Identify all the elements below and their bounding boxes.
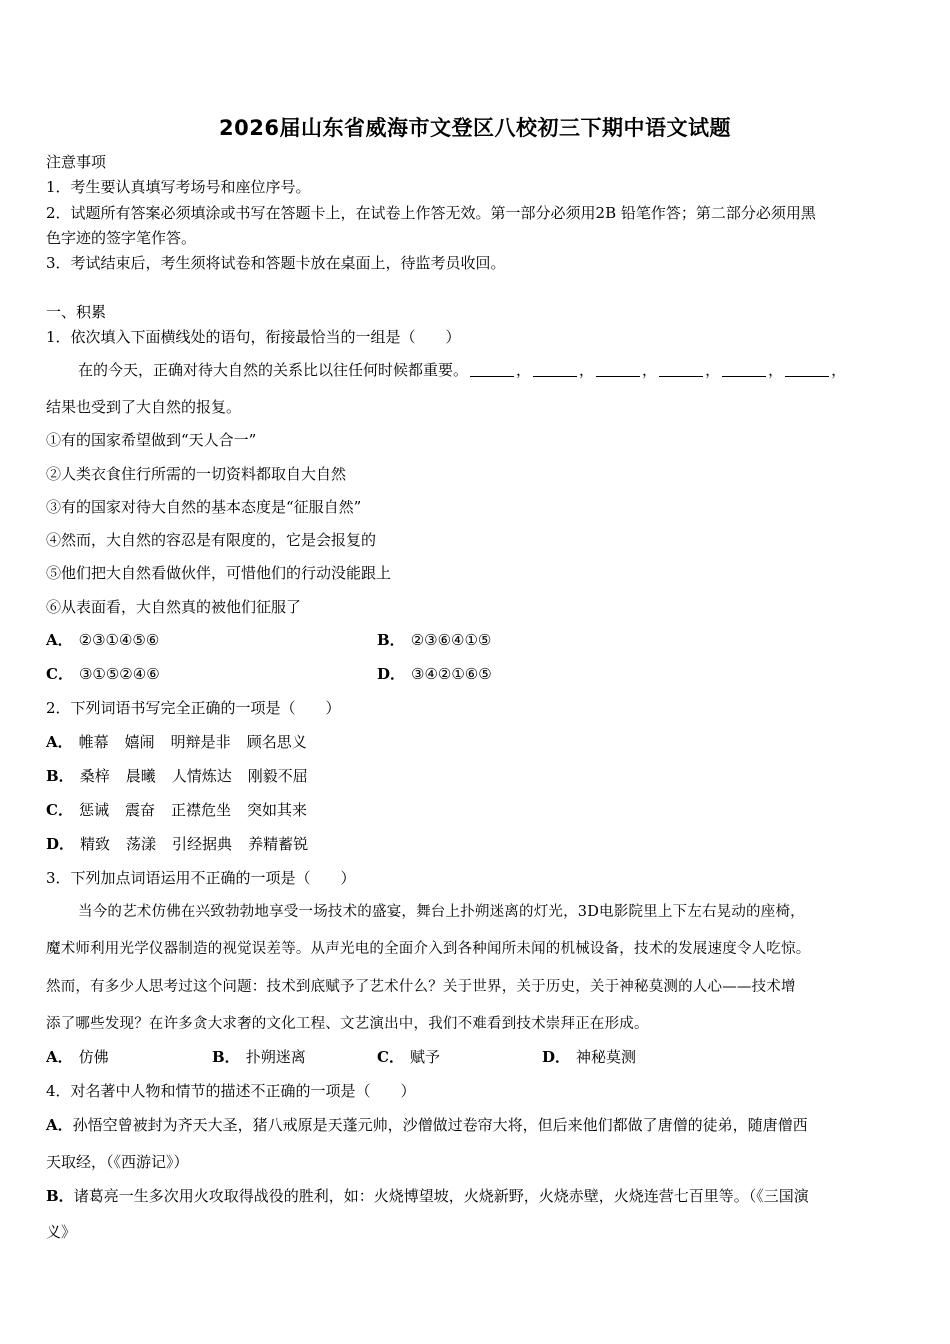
sentence-6: ⑥从表面看，大自然真的被他们征服了	[46, 598, 302, 616]
blank-5[interactable]	[722, 362, 766, 377]
q3-passage-line-1: 当今的艺术仿佛在兴致勃勃地享受一场技术的盛宴，舞台上扑朔迷离的灯光，3D电影院里上下左右晃动的座椅，	[78, 904, 805, 920]
notice-item-1: 1．考生要认真填写考场号和座位序号。	[46, 178, 311, 196]
q3-passage-line-3: 然而，有多少人思考过这个问题：技术到底赋予了艺术什么？关于世界，关于历史，关于神秘莫测的人心——技术增	[46, 979, 796, 995]
question-1-stem	[46, 327, 461, 347]
sentence-5: ⑤他们把大自然看做伙伴，可惜他们的行动没能跟上	[46, 564, 392, 582]
q3-option-c[interactable]: C． 赋予	[377, 1048, 440, 1066]
q1-option-c[interactable]: C． ③①⑤②④⑥	[46, 665, 160, 683]
blank-3[interactable]	[596, 362, 640, 377]
q1-option-b[interactable]: B． ②③⑥④①⑤	[377, 631, 492, 649]
sentence-3: ③有的国家对待大自然的基本态度是“征服自然”	[46, 498, 362, 516]
q2-option-c[interactable]: C． 惩诫 震奋 正襟危坐 突如其来	[46, 801, 308, 819]
q1-option-a[interactable]: A． ②③①④⑤⑥	[46, 631, 160, 649]
sentence-1: ①有的国家希望做到“天人合一”	[46, 431, 257, 449]
question-text: 依次填入下面横线处的语句，衔接最恰当的一组是（ ）	[70, 328, 461, 346]
sentence-2: ②人类衣食住行所需的一切资料都取自大自然	[46, 465, 347, 483]
q4-option-b[interactable]: B．诸葛亮一生多次用火攻取得战役的胜利，如：火烧博望坡，火烧新野，火烧赤壁，火烧连营七百里等。（《三国演	[46, 1187, 809, 1205]
blank-1[interactable]	[470, 362, 514, 377]
notice-item-2-cont: 色字迹的签字笔作答。	[46, 229, 197, 247]
q2-option-d[interactable]: D． 精致 荡漾 引经据典 养精蓄锐	[46, 835, 309, 853]
blank-6[interactable]	[785, 362, 829, 377]
notice-item-3: 3．考试结束后，考生须将试卷和答题卡放在桌面上，待监考员收回。	[46, 254, 506, 272]
question-1-passage-end: 结果也受到了大自然的报复。	[46, 398, 242, 416]
q1-option-d[interactable]: D． ③④②①⑥⑤	[377, 665, 492, 683]
blank-4[interactable]	[659, 362, 703, 377]
blank-2[interactable]	[533, 362, 577, 377]
q2-option-b[interactable]: B． 桑梓 晨曦 人情炼达 刚毅不屈	[46, 767, 308, 785]
question-2-stem: 2．下列词语书写完全正确的一项是（ ）	[46, 699, 341, 717]
q4-option-b-cont: 义》	[46, 1223, 77, 1241]
question-number: 1．	[46, 328, 71, 346]
q3-option-d[interactable]: D． 神秘莫测	[542, 1048, 637, 1066]
q2-option-a[interactable]: A． 帷幕 嬉闹 明辩是非 顾名思义	[46, 733, 307, 751]
q3-option-a[interactable]: A． 仿佛	[46, 1048, 109, 1066]
section-heading: 一、积累	[46, 303, 107, 321]
q3-passage-line-2: 魔术师利用光学仪器制造的视觉误差等。从声光电的全面介入到各种闻所未闻的机械设备，技术的发展速度令人吃惊。	[46, 941, 811, 957]
question-3-stem: 3．下列加点词语运用不正确的一项是（ ）	[46, 869, 356, 887]
q3-option-b[interactable]: B． 扑朔迷离	[212, 1048, 306, 1066]
q4-option-a[interactable]: A．孙悟空曾被封为齐天大圣，猪八戒原是天蓬元帅，沙僧做过卷帘大将，但后来他们都做了唐僧的徒弟，随唐僧西	[46, 1116, 808, 1134]
sentence-4: ④然而，大自然的容忍是有限度的，它是会报复的	[46, 531, 377, 549]
passage-text: 在的今天，正确对待大自然的关系比以往任何时候都重要。	[78, 361, 469, 379]
question-4-stem: 4．对名著中人物和情节的描述不正确的一项是（ ）	[46, 1082, 416, 1100]
page-title: 2026届山东省威海市文登区八校初三下期中语文试题	[219, 116, 731, 140]
notice-item-2: 2．试题所有答案必须填涂或书写在答题卡上，在试卷上作答无效。第一部分必须用2B 铅笔作答；第二部分必须用黑	[46, 204, 816, 222]
q4-option-a-cont: 天取经，（《西游记》）	[46, 1153, 189, 1171]
q3-passage-line-4: 添了哪些发现？在许多贪大求奢的文化工程、文艺演出中，我们不难看到技术崇拜正在形成。	[46, 1016, 649, 1032]
question-1-passage: 在的今天，正确对待大自然的关系比以往任何时候都重要。 ， ， ， ， ， ，	[78, 361, 847, 379]
notice-heading: 注意事项	[46, 153, 107, 171]
